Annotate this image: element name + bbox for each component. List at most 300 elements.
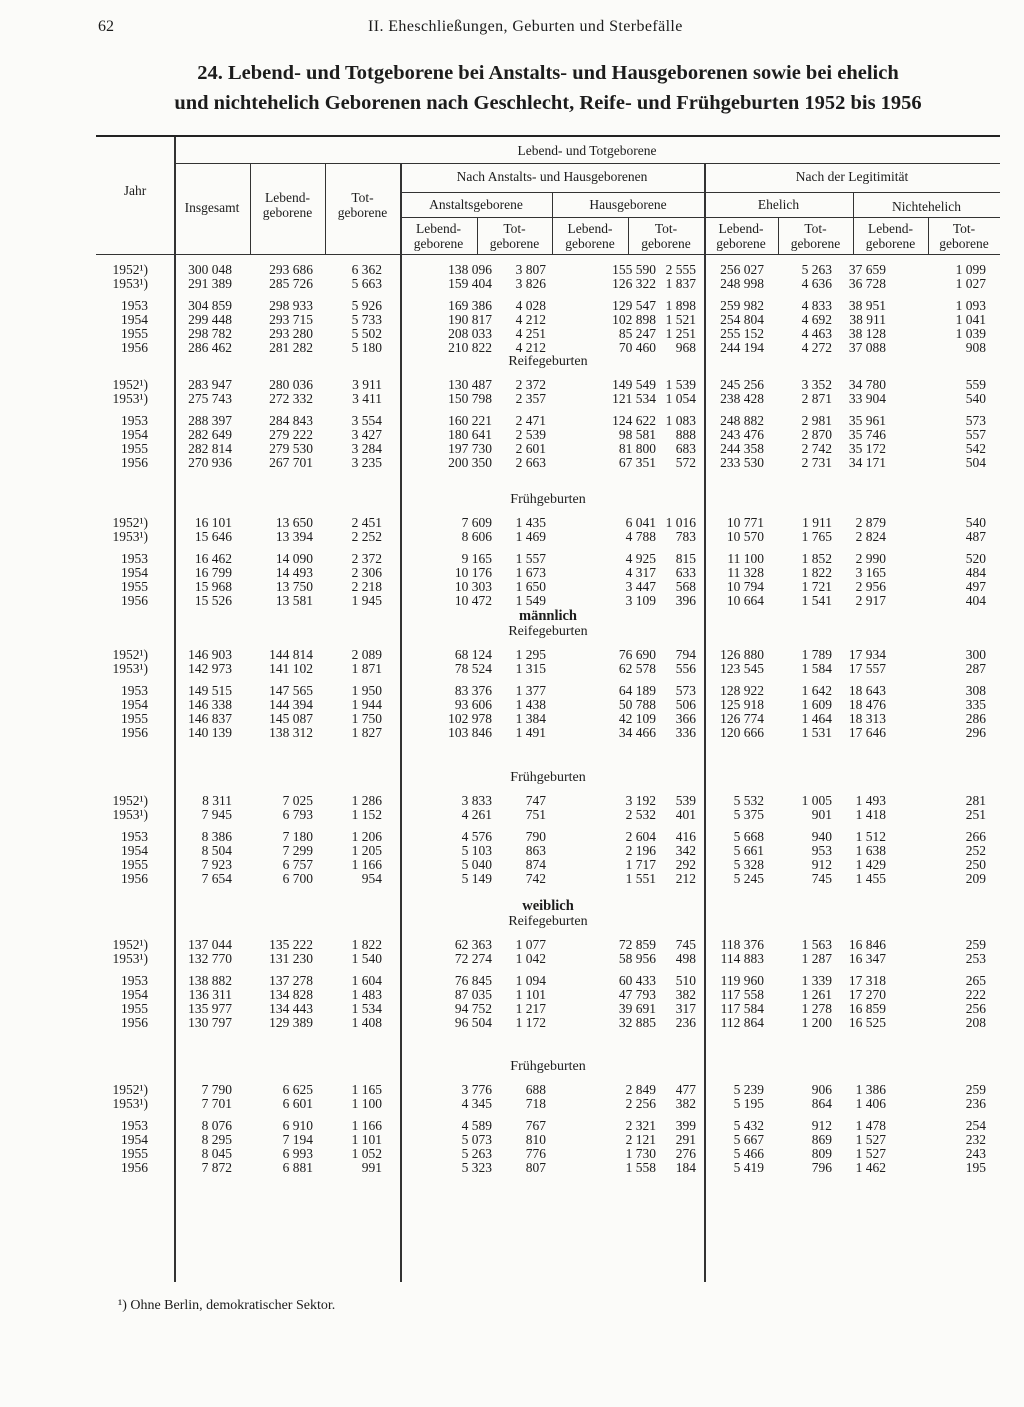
table-cell: 248 882 — [720, 413, 764, 428]
table-cell: 135 977 — [188, 1001, 232, 1016]
table-cell: 125 918 — [720, 697, 764, 712]
table-cell: 382 — [675, 1096, 696, 1111]
table-cell: 336 — [675, 725, 696, 740]
table-cell: 2 372 — [515, 377, 546, 392]
table-cell: 1 217 — [515, 1001, 546, 1016]
table-cell: 140 139 — [188, 725, 232, 740]
header-bottom-rule — [96, 254, 1000, 255]
table-cell: 2 539 — [515, 427, 546, 442]
table-cell: 259 — [965, 1082, 986, 1097]
table-cell: 6 362 — [351, 262, 382, 277]
table-cell: 1 101 — [351, 1132, 382, 1147]
year-label: 1954 — [121, 312, 148, 327]
table-cell: 1 604 — [351, 973, 382, 988]
table-cell: 7 945 — [201, 807, 232, 822]
table-cell: 2 532 — [625, 807, 656, 822]
table-cell: 1 563 — [801, 937, 832, 952]
table-cell: 117 584 — [720, 1001, 764, 1016]
table-cell: 146 903 — [188, 647, 232, 662]
table-cell: 3 776 — [461, 1082, 492, 1097]
table-cell: 8 606 — [461, 529, 492, 544]
table-cell: 1 377 — [515, 683, 546, 698]
table-cell: 940 — [811, 829, 832, 844]
table-cell: 102 898 — [612, 312, 656, 327]
table-cell: 912 — [811, 1118, 832, 1133]
table-cell: 8 386 — [201, 829, 232, 844]
table-cell: 35 961 — [848, 413, 886, 428]
table-cell: 124 622 — [612, 413, 656, 428]
table-cell: 284 843 — [269, 413, 313, 428]
table-cell: 3 411 — [352, 391, 382, 406]
table-cell: 1 418 — [855, 807, 886, 822]
table-cell: 130 797 — [188, 1015, 232, 1030]
table-cell: 7 654 — [201, 871, 232, 886]
table-cell: 1 765 — [801, 529, 832, 544]
table-cell: 1 083 — [665, 413, 696, 428]
table-cell: 1 945 — [351, 593, 382, 608]
table-cell: 1 455 — [855, 871, 886, 886]
table-cell: 1 077 — [515, 937, 546, 952]
table-cell: 67 351 — [618, 455, 656, 470]
table-cell: 1 041 — [955, 312, 986, 327]
table-cell: 18 476 — [848, 697, 886, 712]
table-cell: 4 261 — [461, 807, 492, 822]
header-ehelich: Ehelich — [757, 197, 800, 212]
table-cell: 3 235 — [351, 455, 382, 470]
header-jahr: Jahr — [123, 183, 147, 198]
table-cell: 1 642 — [801, 683, 832, 698]
table-cell: 2 121 — [625, 1132, 656, 1147]
table-cell: 16 347 — [848, 951, 886, 966]
table-cell: 129 547 — [612, 298, 656, 313]
table-cell: 1 944 — [351, 697, 382, 712]
table-cell: 1 101 — [515, 987, 546, 1002]
table-cell: 1 172 — [515, 1015, 546, 1030]
table-cell: 135 222 — [269, 937, 313, 952]
group-label: weiblich — [522, 898, 574, 914]
table-cell: 282 649 — [188, 427, 232, 442]
table-cell: 864 — [811, 1096, 832, 1111]
year-label: 1956 — [121, 455, 148, 470]
table-cell: 5 667 — [733, 1132, 764, 1147]
table-cell: 195 — [965, 1160, 986, 1175]
table-cell: 293 686 — [269, 262, 313, 277]
table-cell: 10 176 — [454, 565, 492, 580]
table-cell: 38 128 — [848, 326, 886, 341]
table-cell: 1 094 — [515, 973, 546, 988]
table-cell: 5 149 — [461, 871, 492, 886]
table-cell: 190 817 — [448, 312, 492, 327]
year-label: 1953 — [121, 829, 148, 844]
table-cell: 282 814 — [188, 441, 232, 456]
table-cell: 126 880 — [720, 647, 764, 662]
table-cell: 382 — [675, 987, 696, 1002]
table-cell: 272 332 — [269, 391, 313, 406]
header-totgeborene: Tot- geborene — [337, 190, 388, 220]
table-cell: 64 189 — [618, 683, 656, 698]
table-cell: 236 — [675, 1015, 696, 1030]
table-cell: 300 — [965, 647, 986, 662]
table-cell: 2 252 — [351, 529, 382, 544]
table-cell: 888 — [675, 427, 696, 442]
table-cell: 1 827 — [351, 725, 382, 740]
table-cell: 5 040 — [461, 857, 492, 872]
table-cell: 210 822 — [448, 340, 492, 355]
table-cell: 5 263 — [461, 1146, 492, 1161]
table-cell: 300 048 — [188, 262, 232, 277]
table-cell: 285 726 — [269, 276, 313, 291]
table-cell: 103 846 — [448, 725, 492, 740]
column-divider — [174, 137, 176, 1282]
table-cell: 1 039 — [955, 326, 986, 341]
table-cell: 2 731 — [801, 455, 832, 470]
table-cell: 796 — [811, 1160, 832, 1175]
table-cell: 3 833 — [461, 793, 492, 808]
table-cell: 6 625 — [282, 1082, 313, 1097]
year-label: 1955 — [121, 711, 148, 726]
table-cell: 47 793 — [618, 987, 656, 1002]
year-label: 1953 — [121, 413, 148, 428]
table-cell: 1 531 — [801, 725, 832, 740]
table-cell: 244 194 — [720, 340, 764, 355]
table-cell: 7 923 — [201, 857, 232, 872]
table-cell: 2 990 — [855, 551, 886, 566]
table-cell: 2 871 — [801, 391, 832, 406]
header-insgesamt: Insgesamt — [184, 200, 240, 215]
year-label: 1955 — [121, 857, 148, 872]
table-cell: 10 570 — [726, 529, 764, 544]
column-divider — [400, 163, 402, 1282]
table-cell: 16 525 — [848, 1015, 886, 1030]
year-label: 1953¹) — [112, 1096, 148, 1111]
table-cell: 6 881 — [282, 1160, 313, 1175]
table-cell: 794 — [675, 647, 696, 662]
table-cell: 121 534 — [612, 391, 656, 406]
table-cell: 1 638 — [855, 843, 886, 858]
table-cell: 4 212 — [515, 312, 546, 327]
table-cell: 5 668 — [733, 829, 764, 844]
table-cell: 16 462 — [194, 551, 232, 566]
table-cell: 2 321 — [625, 1118, 656, 1133]
table-cell: 112 864 — [720, 1015, 764, 1030]
table-cell: 1 027 — [955, 276, 986, 291]
table-cell: 291 389 — [188, 276, 232, 291]
year-label: 1953¹) — [112, 951, 148, 966]
table-cell: 1 822 — [801, 565, 832, 580]
table-cell: 2 742 — [801, 441, 832, 456]
table-cell: 4 925 — [625, 551, 656, 566]
table-cell: 17 270 — [848, 987, 886, 1002]
table-cell: 292 — [675, 857, 696, 872]
table-cell: 298 933 — [269, 298, 313, 313]
table-cell: 497 — [965, 579, 986, 594]
table-cell: 209 — [965, 871, 986, 886]
table-cell: 93 606 — [454, 697, 492, 712]
table-cell: 1 462 — [855, 1160, 886, 1175]
table-cell: 5 466 — [733, 1146, 764, 1161]
table-cell: 1 429 — [855, 857, 886, 872]
table-cell: 1 950 — [351, 683, 382, 698]
table-cell: 14 493 — [275, 565, 313, 580]
table-cell: 573 — [675, 683, 696, 698]
table-cell: 416 — [675, 829, 696, 844]
table-cell: 200 350 — [448, 455, 492, 470]
table-cell: 10 794 — [726, 579, 764, 594]
table-cell: 3 109 — [625, 593, 656, 608]
table-cell: 991 — [361, 1160, 382, 1175]
table-cell: 399 — [675, 1118, 696, 1133]
table-cell: 1 386 — [855, 1082, 886, 1097]
table-cell: 688 — [525, 1082, 546, 1097]
top-rule — [96, 135, 1000, 137]
year-label: 1956 — [121, 340, 148, 355]
table-cell: 138 882 — [188, 973, 232, 988]
table-cell: 908 — [965, 340, 986, 355]
table-cell: 539 — [675, 793, 696, 808]
table-cell: 72 859 — [618, 937, 656, 952]
table-cell: 286 462 — [188, 340, 232, 355]
table-cell: 2 917 — [855, 593, 886, 608]
table-cell: 1 534 — [351, 1001, 382, 1016]
table-cell: 243 — [965, 1146, 986, 1161]
table-cell: 7 180 — [282, 829, 313, 844]
column-divider — [704, 163, 706, 1282]
table-cell: 2 981 — [801, 413, 832, 428]
table-cell: 901 — [811, 807, 832, 822]
table-cell: 7 194 — [282, 1132, 313, 1147]
table-cell: 5 323 — [461, 1160, 492, 1175]
table-cell: 477 — [675, 1082, 696, 1097]
footnote: ¹) Ohne Berlin, demokratischer Sektor. — [118, 1298, 336, 1313]
table-cell: 342 — [675, 843, 696, 858]
table-cell: 141 102 — [269, 661, 313, 676]
table-cell: 15 646 — [194, 529, 232, 544]
table-cell: 1 527 — [855, 1146, 886, 1161]
table-cell: 2 555 — [665, 262, 696, 277]
table-cell: 396 — [675, 593, 696, 608]
table-cell: 5 103 — [461, 843, 492, 858]
table-cell: 1 315 — [515, 661, 546, 676]
table-cell: 8 076 — [201, 1118, 232, 1133]
table-cell: 291 — [675, 1132, 696, 1147]
table-cell: 1 822 — [351, 937, 382, 952]
table-cell: 4 317 — [625, 565, 656, 580]
table-cell: 10 664 — [726, 593, 764, 608]
table-cell: 1 584 — [801, 661, 832, 676]
table-cell: 37 088 — [848, 340, 886, 355]
table-cell: 16 799 — [194, 565, 232, 580]
table-cell: 102 978 — [448, 711, 492, 726]
table-cell: 809 — [811, 1146, 832, 1161]
table-cell: 4 028 — [515, 298, 546, 313]
table-cell: 5 532 — [733, 793, 764, 808]
header-sub-lebendgeborene: Lebend- geborene — [865, 221, 916, 251]
table-cell: 128 922 — [720, 683, 764, 698]
table-cell: 254 — [965, 1118, 986, 1133]
year-label: 1956 — [121, 1160, 148, 1175]
year-label: 1956 — [121, 593, 148, 608]
table-cell: 212 — [675, 871, 696, 886]
table-cell: 1 166 — [351, 857, 382, 872]
table-cell: 1 609 — [801, 697, 832, 712]
table-cell: 8 045 — [201, 1146, 232, 1161]
table-cell: 5 432 — [733, 1118, 764, 1133]
table-cell: 869 — [811, 1132, 832, 1147]
table-cell: 17 318 — [848, 973, 886, 988]
table-cell: 250 — [965, 857, 986, 872]
table-cell: 568 — [675, 579, 696, 594]
table-cell: 1 435 — [515, 515, 546, 530]
table-cell: 76 690 — [618, 647, 656, 662]
table-cell: 1 166 — [351, 1118, 382, 1133]
year-label: 1954 — [121, 987, 148, 1002]
table-cell: 559 — [965, 377, 986, 392]
table-cell: 783 — [675, 529, 696, 544]
table-cell: 557 — [965, 427, 986, 442]
table-cell: 142 973 — [188, 661, 232, 676]
table-cell: 5 073 — [461, 1132, 492, 1147]
table-cell: 287 — [965, 661, 986, 676]
table-cell: 1 911 — [802, 515, 832, 530]
table-cell: 790 — [525, 829, 546, 844]
table-cell: 17 557 — [848, 661, 886, 676]
table-cell: 317 — [675, 1001, 696, 1016]
table-cell: 123 545 — [720, 661, 764, 676]
table-cell: 160 221 — [448, 413, 492, 428]
year-label: 1952¹) — [112, 377, 148, 392]
header-sub-totgeborene: Tot- geborene — [641, 221, 691, 251]
year-label: 1954 — [121, 565, 148, 580]
year-label: 1953 — [121, 1118, 148, 1133]
table-cell: 1 540 — [351, 951, 382, 966]
table-cell: 144 814 — [269, 647, 313, 662]
table-cell: 1 898 — [665, 298, 696, 313]
table-cell: 129 389 — [269, 1015, 313, 1030]
table-cell: 236 — [965, 1096, 986, 1111]
table-cell: 296 — [965, 725, 986, 740]
table-cell: 487 — [965, 529, 986, 544]
table-cell: 1 205 — [351, 843, 382, 858]
table-cell: 1 549 — [515, 593, 546, 608]
table-cell: 506 — [675, 697, 696, 712]
table-cell: 256 027 — [720, 262, 764, 277]
table-cell: 126 774 — [720, 711, 764, 726]
table-cell: 42 109 — [618, 711, 656, 726]
year-label: 1953¹) — [112, 529, 148, 544]
year-label: 1952¹) — [112, 515, 148, 530]
table-cell: 184 — [675, 1160, 696, 1175]
table-cell: 120 666 — [720, 725, 764, 740]
table-cell: 4 251 — [515, 326, 546, 341]
table-cell: 573 — [965, 413, 986, 428]
year-label: 1954 — [121, 1132, 148, 1147]
table-cell: 60 433 — [618, 973, 656, 988]
table-cell: 745 — [675, 937, 696, 952]
table-cell: 11 328 — [727, 565, 764, 580]
table-cell: 742 — [525, 871, 546, 886]
table-cell: 35 746 — [848, 427, 886, 442]
table-cell: 197 730 — [448, 441, 492, 456]
table-cell: 1 469 — [515, 529, 546, 544]
table-cell: 76 845 — [454, 973, 492, 988]
table-cell: 1 052 — [351, 1146, 382, 1161]
page-number: 62 — [98, 18, 114, 35]
table-cell: 15 526 — [194, 593, 232, 608]
table-cell: 8 311 — [202, 793, 232, 808]
table-cell: 87 035 — [454, 987, 492, 1002]
table-cell: 18 313 — [848, 711, 886, 726]
table-title — [98, 58, 998, 118]
header-rule — [400, 217, 1000, 218]
table-cell: 1 750 — [351, 711, 382, 726]
year-label: 1954 — [121, 843, 148, 858]
table-cell: 2 089 — [351, 647, 382, 662]
table-cell: 37 659 — [848, 262, 886, 277]
year-label: 1953¹) — [112, 276, 148, 291]
table-cell: 14 090 — [275, 551, 313, 566]
table-cell: 4 576 — [461, 829, 492, 844]
table-cell: 149 549 — [612, 377, 656, 392]
table-cell: 1 286 — [351, 793, 382, 808]
table-cell: 8 295 — [201, 1132, 232, 1147]
table-cell: 4 833 — [801, 298, 832, 313]
year-label: 1956 — [121, 1015, 148, 1030]
table-cell: 4 636 — [801, 276, 832, 291]
table-cell: 3 192 — [625, 793, 656, 808]
table-cell: 6 601 — [282, 1096, 313, 1111]
table-cell: 35 172 — [848, 441, 886, 456]
table-cell: 169 386 — [448, 298, 492, 313]
table-cell: 17 646 — [848, 725, 886, 740]
table-cell: 146 837 — [188, 711, 232, 726]
table-cell: 146 338 — [188, 697, 232, 712]
table-cell: 815 — [675, 551, 696, 566]
table-cell: 10 472 — [454, 593, 492, 608]
table-cell: 62 578 — [618, 661, 656, 676]
table-cell: 4 589 — [461, 1118, 492, 1133]
table-cell: 912 — [811, 857, 832, 872]
table-cell: 2 372 — [351, 551, 382, 566]
year-label: 1953 — [121, 298, 148, 313]
table-cell: 147 565 — [269, 683, 313, 698]
header-sub-totgeborene: Tot- geborene — [790, 221, 841, 251]
table-cell: 3 554 — [351, 413, 382, 428]
table-cell: 540 — [965, 515, 986, 530]
table-cell: 10 303 — [454, 579, 492, 594]
table-cell: 17 934 — [848, 647, 886, 662]
table-cell: 13 650 — [275, 515, 313, 530]
table-cell: 3 447 — [625, 579, 656, 594]
table-cell: 98 581 — [618, 427, 656, 442]
table-cell: 248 998 — [720, 276, 764, 291]
table-cell: 245 256 — [720, 377, 764, 392]
table-cell: 1 384 — [515, 711, 546, 726]
table-cell: 38 911 — [849, 312, 886, 327]
table-cell: 114 883 — [720, 951, 764, 966]
table-cell: 3 826 — [515, 276, 546, 291]
table-cell: 58 956 — [618, 951, 656, 966]
table-cell: 3 427 — [351, 427, 382, 442]
table-cell: 83 376 — [454, 683, 492, 698]
table-cell: 266 — [965, 829, 986, 844]
table-cell: 233 530 — [720, 455, 764, 470]
table-cell: 118 376 — [720, 937, 764, 952]
year-label: 1953¹) — [112, 391, 148, 406]
table-title-line2: und nichtehelich Geborenen nach Geschlecht, Reife- und Frühgeburten 1952 bis 1956 — [174, 92, 922, 114]
table-cell: 293 715 — [269, 312, 313, 327]
table-cell: 180 641 — [448, 427, 492, 442]
header-nach-anstalts: Nach Anstalts- und Hausgeborenen — [456, 169, 648, 184]
